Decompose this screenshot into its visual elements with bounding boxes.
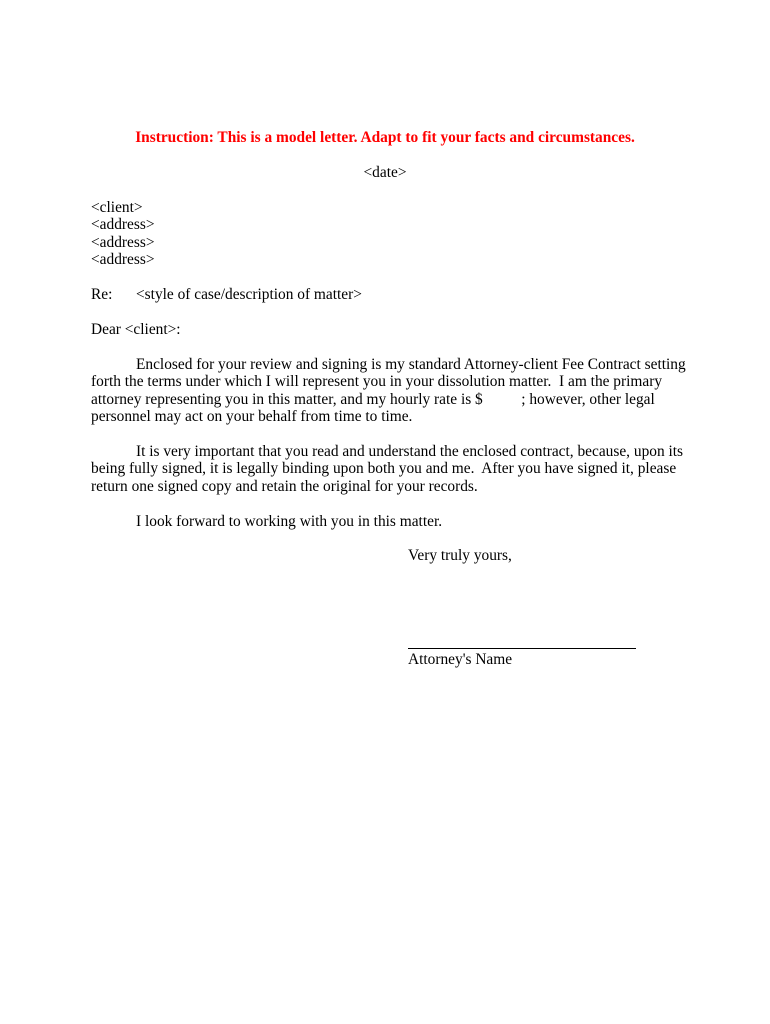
salutation: Dear <client>: [91, 321, 181, 338]
signature-line [408, 648, 636, 649]
paragraph-1-line: personnel may act on your behalf from time to time. [91, 408, 413, 425]
paragraph-3: I look forward to working with you in this matter. [136, 513, 443, 530]
recipient-client: <client> [91, 199, 143, 216]
recipient-address-line: <address> [91, 251, 155, 268]
signature-name: Attorney's Name [408, 651, 513, 668]
instruction-banner: Instruction: This is a model letter. Adapt to fit your facts and circumstances. [135, 129, 635, 146]
date-line: <date> [363, 164, 407, 181]
paragraph-1-line: Enclosed for your review and signing is my standard Attorney-client Fee Contract setting [136, 356, 686, 373]
paragraph-2-line: being fully signed, it is legally binding upon both you and me. After you have signed it, please [91, 460, 677, 477]
re-label: Re: [91, 286, 113, 303]
recipient-address-line: <address> [91, 216, 155, 233]
paragraph-1-line: attorney representing you in this matter, and my hourly rate is $ ; however, other legal [91, 391, 655, 408]
paragraph-1-line: forth the terms under which I will represent you in your dissolution matter. I am the primary [91, 373, 663, 390]
paragraph-2-line: It is very important that you read and understand the enclosed contract, because, upon its [136, 443, 684, 460]
recipient-address-line: <address> [91, 234, 155, 251]
paragraph-2-line: return one signed copy and retain the original for your records. [91, 478, 478, 495]
re-subject: <style of case/description of matter> [136, 286, 362, 303]
closing: Very truly yours, [408, 547, 512, 564]
